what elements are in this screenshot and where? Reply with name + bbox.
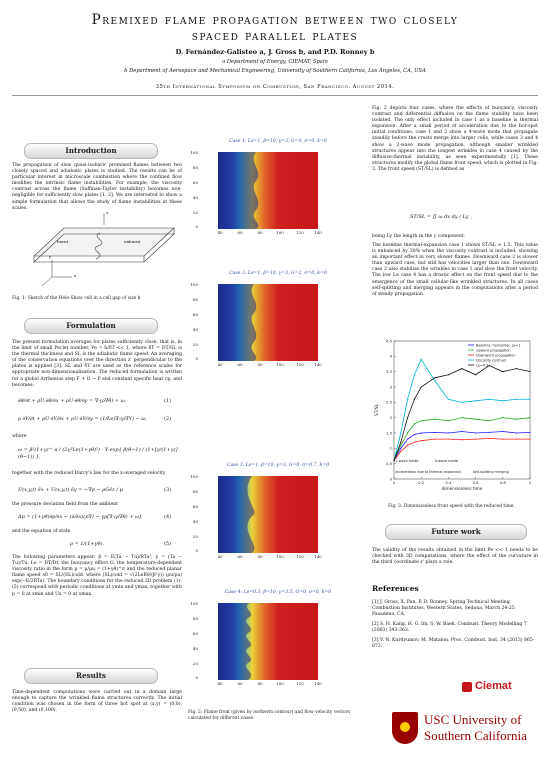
data-point [407,399,408,400]
equation-3-number: (3) [164,487,172,493]
figure-2 [188,96,374,776]
xtick: 120 [296,681,304,686]
data-point [475,432,476,433]
data-point [502,431,503,432]
y-tick-label: 0 [389,476,392,482]
fig1-label-y: y [49,254,52,259]
xtick: 100 [276,230,284,235]
poster-title [0,12,550,44]
ytick: 80 [192,489,198,494]
data-point [529,399,530,400]
authors: D. Fernández-Galisteo a, J. Gross b, and P.D. Ronney b [175,48,375,56]
data-point [421,440,422,441]
xtick: 120 [296,554,304,559]
xtick: 60 [237,362,243,367]
right-text-1: Fig. 2 depicts four cases, where the effects of buoyancy, viscosity contrast and differential diffusion on the flame stability have been isolated. The only effect included in case 1 as a baseline is thermal expansion. After a small period of acceleration due to the hot-spot initial conditions, case 1 and 2 show a 4-wave mode that propagate steadily before the crests merge into larger cells, while cases 3 and 4 show a 2-wave mode propagation, although smaller wrinkled structures appear into the longest wrinkles in case 4 caused by the diffusive-thermal instability, as seen experimentally [1]. These structures modify the global flame front speed, which is plotted in Fig. 3. The front speed (ST/SL) is defined as [372,106,538,172]
sim-yaxis-case-4 [188,601,216,683]
parameters-text: The following parameters appear: β = E(Ta − Tu)/RTa², γ = (Ta − Tu)/Tu, Le = DT/Df, the buoyancy effect G, the temperature-dependent viscosity ratio in the form μ = μ/μu = (1+γθ)^σ and the reduced planar flame speed s0 = SL/(SL)cold, where (SL)cold = √(2LeB0/(β²γ)) (ρu/ρa) exp(−E/2RTa). The boundary conditions for the reduced 2D problem (1)-(5) correspond with periodic conditions at ymin and ymax, together with p = 0 at xmin and Ux = 0 at xmax. [12,555,182,597]
x-tick-label: 0.6 [472,480,479,485]
data-point [461,402,462,403]
ytick: 0 [195,356,198,361]
data-point [407,445,408,446]
sim-title-case-1: Case 1: Le=1, β=10, γ=3, G=0, σ=0, k=0 [229,139,327,144]
chart-annotation: self-splitting merging [472,469,509,474]
ytick: 100 [190,474,198,479]
data-point [448,374,449,375]
data-point [489,432,490,433]
data-point [434,419,435,420]
xtick: 140 [314,362,322,367]
data-point [434,432,435,433]
xtick: 80 [257,230,263,235]
data-point [502,439,503,440]
data-point [461,417,462,418]
section-references: References [372,584,419,593]
xtick: 40 [217,362,223,367]
y-tick-label: 4 [389,353,392,359]
x-tick-label: 0.2 [418,480,425,485]
chart-annotation: 4-wave mode [434,459,458,464]
y-tick-label: 4.5 [385,338,392,344]
usc-seal-icon [400,722,410,732]
xtick: 40 [217,681,223,686]
reference-2: [2] S. H. Kang, H. G. Im, S. W. Baek. Combust. Theory Modelling 7 (2003) 343-363. [372,622,527,633]
data-point [502,371,503,372]
intro-text: The propagation of slow quasi-isobaric premixed flames between two closely spaced and adiabatic plates is studied. The results can be of particular interest in microscale combustion where the confined flow modifies the intrinsic flame instabilities. For example, the viscosity contrast across the flame (Saffman-Taylor instability) becomes non-negligible for sufficiently slow plates [1, 2]. We are interested to show a simple formulation that allows the study of flame instabilities at these scales. [12,163,182,211]
future-work-text: The validity of the results obtained in the limit Pe << 1 needs to be checked with 3D computations, where the effect of the curvature in the third coordinate z' plays a role. [372,548,538,566]
ytick: 40 [192,195,198,200]
sim-panel-case-1 [218,152,318,229]
y-tick-label: 1 [389,445,392,451]
ytick: 60 [192,180,198,185]
ytick: 100 [190,601,198,606]
pressure-text: the pressure deviation field from the ambient [12,502,118,507]
fig1-label-burnt: burnt [57,239,69,244]
state-text: and the equation of state [12,529,71,534]
fig1-label-unburnt: unburnt [124,239,141,244]
data-point [516,419,517,420]
reference-3: [3] V. N. Kurdyumov, M. Matalon. Proc. Combust. Inst. 34 (2013) 865-872. [372,638,535,649]
right-text-2: being Ly the length in the y component. [372,234,466,239]
x-axis-label: dimensionless time [441,486,483,491]
formulation-text: The present formulation averages for plates sufficiently close, that is, in the limit of small Peclet number, Pe = h/δT << 1, where δT = DT/SL is the thermal thickness and SL is the adiabatic flame speed. An averaging of the conservation equations over the direction z' perpendicular to the plates is applied [3]. SL and δT are used as the reference scales for appropriate non-dimensionalization. The reduced formulation is written for a global Arrhenius step F + O → P and constant specific heat cp, and becomes: [12,340,182,388]
ytick: 40 [192,519,198,524]
ytick: 60 [192,312,198,317]
data-point [414,399,415,400]
equation-2: ρ ∂Y/∂t + ρU·∂Y/∂x + ρU·∂Y/∂y = (1/Le)∇·(ρ∇Y) − ω, [18,416,148,422]
hele-shaw-sketch [12,210,182,292]
legend-label: Downward propagation [476,353,516,358]
data-point [448,399,449,400]
xtick: 100 [276,554,284,559]
ytick: 60 [192,504,198,509]
section-formulation: Formulation [24,318,158,334]
x-tick-label: 0.8 [499,480,506,485]
data-point [434,377,435,378]
y-tick-label: 2 [389,414,392,420]
data-point [461,431,462,432]
data-point [516,368,517,369]
data-point [461,439,462,440]
data-point [434,380,435,381]
ciemat-wordmark: Ciemat [475,680,512,692]
ytick: 60 [192,631,198,636]
ytick: 80 [192,616,198,621]
data-point [407,417,408,418]
affiliation-a: a Department of Energy, CIEMAT, Spain [222,59,328,65]
equation-1: ∂θ/∂t + ρU·∂θ/∂x + ρU·∂θ/∂y = ∇·(ρ∇θ) + ω, [18,398,127,404]
data-point [489,420,490,421]
data-point [421,420,422,421]
xtick: 100 [276,681,284,686]
sim-title-case-2: Case 2: Le=1, β=10, γ=3, G=2, σ=0, k=0 [229,271,327,276]
xtick: 80 [257,554,263,559]
xtick: 140 [314,681,322,686]
x-tick-label: 1 [528,480,532,485]
xtick: 60 [237,681,243,686]
equation-4: Δp = (1+γθ)∂p/∂x − (∂/∂x)(p∇) − γρ[∇·(ρ∇θ) + ω], [18,514,143,520]
data-point [400,448,401,449]
right-text-3: The baseline thermal-expansion case 1 shows ST/SL ≈ 1.5. This value is enhanced by 30% when the viscosity contrast is included, showing an important effect in very slower flames. Downward case 2 is slower than upward case, but still has velocities larger than one. Downward case 2 also stabilize the wrinkles in case 1 and slow the front velocity. The low Le case 4 has a drastic effect on the front speed due to the emergence of the small cellular-like wrinkled structures. In all cases self-splitting and merging appears in the computations after a period of steady propagation. [372,243,538,297]
figure-1-sketch [12,210,182,292]
velocity-text: together with the reduced Darcy's law for the x-averaged velocity [12,471,166,476]
xtick: 60 [237,554,243,559]
where-label: where [12,434,27,439]
data-point [448,420,449,421]
data-point [414,442,415,443]
xtick: 120 [296,230,304,235]
data-point [414,423,415,424]
usc-logo [392,710,540,754]
sim-yaxis-case-3 [188,474,216,556]
data-point [529,371,530,372]
data-point [434,439,435,440]
data-point [421,359,422,360]
ytick: 0 [195,224,198,229]
data-point [421,386,422,387]
ytick: 20 [192,342,198,347]
ciemat-logo [462,680,538,696]
affiliation-b: b Department of Aerospace and Mechanical Engineering, University of Southern California, Los Angeles, CA, USA [124,68,426,74]
ytick: 20 [192,210,198,215]
ytick: 80 [192,165,198,170]
reference-1: [1] J. Gross, X. Pan, P. D. Ronney. Spring Technical Meeting, Combustion Institutes, Western States, Sedona, March 24-25, Pasadena, CA. [372,600,517,617]
chart-annotation: acceleration due to thermal expansion [395,469,461,474]
front-speed-chart [372,335,538,500]
data-point [529,417,530,418]
sim-xaxis-case-3 [214,554,324,560]
sim-title-case-4: Case 4: Le=0.3, β=10, γ=3.5, G=0, σ=0, k=0 [224,590,332,595]
section-results: Results [24,668,158,684]
legend-label: Le=0.3 [476,363,489,368]
fig1-label-x: x [74,273,77,278]
fig2-caption: Fig. 2: Flame front (given by isotherm contour) and flow velocity vectors calculated for different cases. [188,710,351,721]
data-point [407,439,408,440]
ytick: 40 [192,646,198,651]
ytick: 20 [192,661,198,666]
x-tick-label: 0.4 [445,480,452,485]
usc-line-2: Southern California [424,728,527,743]
fig3-caption: Fig. 3: Dimensionless front speed with the reduced time. [388,504,515,509]
data-point [516,439,517,440]
data-point [414,434,415,435]
ciemat-mark-icon [462,682,472,692]
data-point [475,400,476,401]
xtick: 40 [217,554,223,559]
data-point [529,432,530,433]
y-axis-label: ST/SL [374,404,379,416]
data-point [400,451,401,452]
ytick: 40 [192,327,198,332]
data-point [529,439,530,440]
results-text: Time-dependent computations were carried out in a domain large enough to capture the wrinkled flame structures correctly. The initial condition was chosen in the form of three hot spot at (x,y) = (0,0), (0,50), and (0,100). [12,690,182,714]
usc-line-1: USC University of [424,712,522,727]
data-point [489,399,490,400]
data-point [516,432,517,433]
data-point [489,438,490,439]
conference: 35th International Symposium on Combustion, San Francisco. August 2014. [155,84,395,90]
xtick: 40 [217,230,223,235]
usc-shield-icon [392,712,418,744]
legend-label: Viscosity contrast [476,358,506,363]
data-point [461,368,462,369]
data-point [400,442,401,443]
xtick: 80 [257,681,263,686]
xtick: 140 [314,230,322,235]
figure-3-chart [372,335,538,500]
ytick: 20 [192,534,198,539]
data-point [475,439,476,440]
data-point [502,417,503,418]
data-point [489,365,490,366]
sim-yaxis-case-1 [188,150,216,232]
sim-xaxis-case-1 [214,230,324,236]
ytick: 100 [190,282,198,287]
xtick: 100 [276,362,284,367]
title-line-2: spaced parallel plates [191,28,359,44]
data-point [502,400,503,401]
equation-front-speed: ST/SL = ∬ ω dx dy / Ly , [410,214,472,220]
y-tick-label: 2.5 [385,399,392,405]
data-point [448,432,449,433]
section-future-work: Future work [385,524,527,540]
equation-2-number: (2) [164,416,172,422]
fig1-caption: Fig. 1: Sketch of the Hele-Shaw cell in a cell gap of size h [12,296,141,301]
data-point [400,445,401,446]
y-tick-label: 0.5 [385,460,392,466]
data-point [400,432,401,433]
xtick: 120 [296,362,304,367]
legend-label: Baseline, horizontal, Le=1 [476,343,521,348]
ytick: 80 [192,297,198,302]
title-line-1: Premixed flame propagation between two closely [91,12,459,28]
xtick: 140 [314,554,322,559]
x-tick-label: 0 [392,480,396,485]
xtick: 60 [237,230,243,235]
sim-title-case-3: Case 3: Le=1, β=10, γ=3, G=0, σ=0.7, k=0 [226,463,330,468]
equation-4-number: (4) [164,514,172,520]
chart-annotation: 2-wave mode [395,459,419,464]
equation-5-number: (5) [164,541,172,547]
data-point [475,374,476,375]
y-tick-label: 3 [389,384,392,390]
ytick: 0 [195,548,198,553]
sim-xaxis-case-2 [214,362,324,368]
data-point [448,439,449,440]
data-point [421,432,422,433]
y-tick-label: 1.5 [385,430,392,436]
xtick: 80 [257,362,263,367]
section-introduction: Introduction [24,143,158,159]
data-point [414,374,415,375]
data-point [516,399,517,400]
y-tick-label: 3.5 [385,368,392,374]
equation-3: U(x,y,t) êx + U(x,y,t) êy = −∇p − ρGêz / μ [18,487,123,493]
sim-panel-case-4 [218,603,318,680]
ytick: 100 [190,150,198,155]
sim-xaxis-case-4 [214,681,324,687]
ytick: 0 [195,675,198,680]
sim-yaxis-case-2 [188,282,216,364]
sim-panel-case-2 [218,284,318,361]
sim-panel-case-3 [218,476,318,553]
legend-label: Upward propagation [476,348,511,353]
fig1-label-z: z [106,210,109,215]
equation-1-number: (1) [164,398,172,404]
equation-omega: ω = β²(1+γ)^-a / (2γ²Le(1+γθ)²) · Y exp{ β(θ−1) / (1+[γ/(1+γ)](θ−1)) }, [18,447,178,460]
data-point [407,432,408,433]
data-point [475,419,476,420]
equation-5: ρ = 1/(1+γθ). [70,541,105,547]
